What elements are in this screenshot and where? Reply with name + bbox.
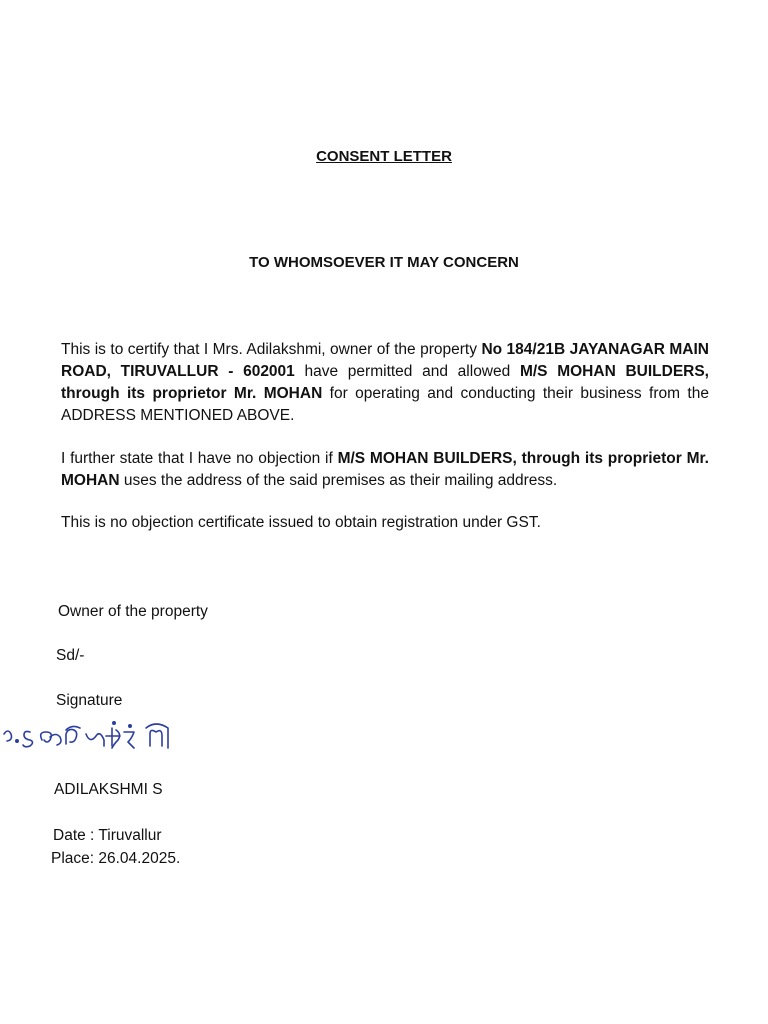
paragraph-consent (61, 339, 709, 427)
para1-text-3: for operating and conducting their business from the ADDRESS MENTIONED ABOVE. (61, 385, 709, 424)
paragraph-purpose: This is no objection certificate issued to obtain registration under GST. (61, 514, 541, 531)
para1-property-address: No 184/21B JAYANAGAR MAIN ROAD, TIRUVALLUR - 602001 (61, 341, 710, 380)
signature-label: Signature (56, 692, 123, 709)
para2-business-name: M/S MOHAN BUILDERS, through its proprietor Mr. MOHAN (61, 450, 709, 489)
para1-business-name: M/S MOHAN BUILDERS, through its proprietor Mr. MOHAN (61, 363, 709, 402)
signer-name: ADILAKSHMI S (54, 781, 163, 798)
place-line: Place: 26.04.2025. (51, 850, 181, 867)
para2-text-2: uses the address of the said premises as their mailing address. (119, 472, 558, 489)
owner-label: Owner of the property (58, 603, 208, 620)
date-line: Date : Tiruvallur (53, 827, 162, 844)
letter-salutation: TO WHOMSOEVER IT MAY CONCERN (249, 254, 519, 271)
sd-label: Sd/- (56, 647, 85, 664)
para1-text-2: have permitted and allowed (294, 363, 520, 380)
para2-text-1: I further state that I have no objection if (61, 450, 338, 467)
handwritten-signature (0, 712, 220, 762)
letter-title: CONSENT LETTER (316, 148, 452, 165)
paragraph-no-objection (61, 448, 709, 492)
para1-text-1: This is to certify that I Mrs. Adilakshmi, owner of the property (61, 341, 482, 358)
